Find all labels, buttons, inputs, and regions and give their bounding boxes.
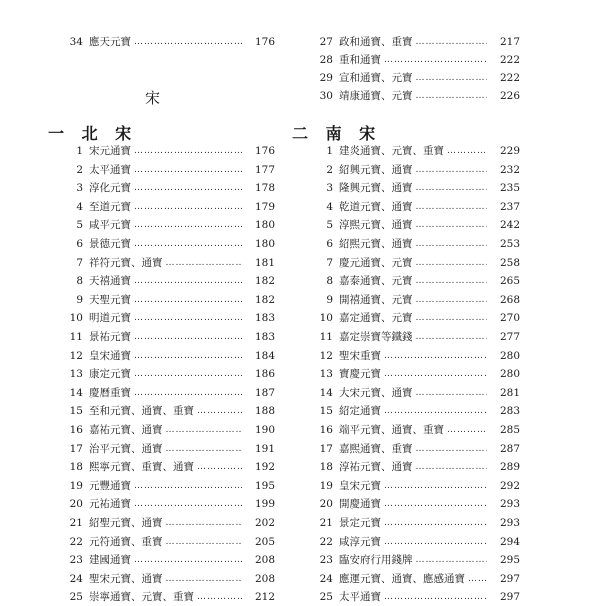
- entry-number: 2: [326, 163, 333, 176]
- entry-number: 10: [319, 312, 333, 325]
- entry-number: 9: [326, 293, 333, 306]
- entry-title: 皇宋通寶: [89, 349, 131, 362]
- entry-title: 應運元寶、通寶、應感通寶: [339, 572, 465, 585]
- toc-entry: [290, 216, 520, 234]
- entry-page: 294: [499, 535, 520, 548]
- entry-page: 187: [254, 386, 275, 399]
- leader-dots: [134, 142, 242, 160]
- leader-dots: [134, 179, 242, 197]
- leader-dots: [416, 161, 488, 179]
- leader-dots: [384, 533, 487, 551]
- entry-page: 202: [254, 517, 275, 529]
- entry-title: 重和通寶: [339, 54, 381, 66]
- toc-entry: [40, 347, 275, 365]
- entry-title: 元符通寶、重寶: [89, 535, 163, 548]
- entry-title: 宣和通寶、元寶: [339, 72, 413, 84]
- leader-dots: [134, 365, 242, 383]
- entry-page: 182: [254, 293, 275, 306]
- toc-entry: [40, 142, 275, 160]
- leader-dots: [384, 347, 487, 365]
- entry-number: 13: [319, 368, 333, 381]
- toc-entry: [40, 33, 275, 51]
- leader-dots: [384, 51, 487, 69]
- entry-title: 隆興元寶、通寶: [339, 182, 413, 195]
- entry-title: 聖宋元寶、通寶: [89, 572, 163, 585]
- entry-page: 182: [254, 275, 275, 288]
- entry-number: 11: [319, 331, 333, 343]
- entry-title: 乾道元寶、通寶: [339, 200, 413, 213]
- entry-title: 寶慶元寶: [339, 368, 381, 381]
- entry-title: 宋元通寶: [89, 145, 131, 157]
- entry-number: 3: [76, 182, 83, 195]
- leader-dots: [416, 458, 488, 476]
- leader-dots: [416, 235, 488, 253]
- toc-entry: [40, 551, 275, 569]
- entry-page: 205: [254, 535, 275, 548]
- entry-title: 崇寧通寶、元寶、重寶: [89, 591, 194, 604]
- entry-title: 端平元寶、通寶、重寶: [339, 424, 444, 436]
- leader-dots: [384, 495, 487, 513]
- entry-page: 184: [254, 349, 275, 362]
- leader-dots: [416, 69, 488, 87]
- leader-dots: [416, 309, 488, 327]
- toc-entry: [290, 142, 520, 160]
- leader-dots: [134, 309, 242, 327]
- entry-number: 18: [69, 461, 83, 474]
- entry-page: 177: [254, 163, 275, 176]
- entry-title: 嘉祐元寶、通寶: [89, 424, 163, 436]
- entry-number: 14: [319, 386, 333, 399]
- entry-title: 至道元寶: [89, 200, 131, 213]
- leader-dots: [416, 87, 488, 105]
- entry-page: 176: [254, 145, 275, 157]
- toc-entry: [40, 495, 275, 513]
- entry-title: 建國通寶: [89, 554, 131, 567]
- leader-dots: [166, 421, 243, 439]
- entry-number: 24: [319, 572, 333, 585]
- entry-number: 20: [69, 498, 83, 511]
- entry-page: 283: [499, 405, 520, 418]
- leader-dots: [416, 291, 488, 309]
- entry-title: 治平元寶、通寶: [89, 442, 163, 455]
- leader-dots: [416, 216, 488, 234]
- leader-dots: [166, 570, 243, 588]
- entry-page: 212: [254, 591, 275, 604]
- toc-entry: [290, 421, 520, 439]
- leader-dots: [416, 272, 488, 290]
- entry-page: 226: [499, 90, 520, 102]
- leader-dots: [166, 514, 243, 532]
- entry-page: 295: [499, 554, 520, 567]
- entry-page: 180: [254, 219, 275, 232]
- entry-title: 嘉泰通寶、元寶: [339, 275, 413, 288]
- toc-entry: [290, 179, 520, 197]
- section-title: 宋: [145, 89, 163, 107]
- entry-page: 190: [254, 424, 275, 436]
- entry-title: 開慶通寶: [339, 498, 381, 511]
- entry-number: 7: [76, 256, 83, 269]
- entry-title: 太平通寶: [89, 163, 131, 176]
- toc-entry: [40, 198, 275, 216]
- leader-dots: [134, 551, 242, 569]
- toc-entry: [40, 384, 275, 402]
- leader-dots: [166, 533, 243, 551]
- entry-number: 25: [69, 591, 83, 604]
- entry-number: 16: [319, 424, 333, 436]
- entry-title: 大宋元寶、通寶: [339, 386, 413, 399]
- entry-page: 191: [254, 442, 275, 455]
- toc-entry: [40, 328, 275, 346]
- entry-page: 208: [254, 554, 275, 567]
- leader-dots: [134, 33, 242, 51]
- leader-dots: [134, 477, 242, 495]
- leader-dots: [416, 551, 488, 569]
- entry-page: 297: [499, 572, 520, 585]
- entry-title: 康定元寶: [89, 368, 131, 381]
- toc-entry: [290, 588, 520, 606]
- entry-number: 30: [319, 90, 333, 102]
- leader-dots: [384, 588, 487, 606]
- entry-page: 277: [499, 331, 520, 343]
- entry-title: 元祐通寶: [89, 498, 131, 511]
- entry-number: 1: [326, 145, 333, 157]
- leader-dots: [134, 272, 242, 290]
- entry-title: 嘉熙通寶、重寶: [339, 442, 413, 455]
- entry-number: 8: [326, 275, 333, 288]
- entry-title: 太平通寶: [339, 591, 381, 604]
- entry-title: 政和通寶、重寶: [339, 36, 413, 48]
- entry-page: 265: [499, 275, 520, 288]
- toc-entry: [40, 179, 275, 197]
- entry-page: 293: [499, 517, 520, 529]
- leader-dots: [134, 384, 242, 402]
- entry-number: 19: [319, 479, 333, 492]
- entry-number: 9: [76, 293, 83, 306]
- entry-number: 16: [69, 424, 83, 436]
- entry-page: 292: [499, 479, 520, 492]
- leader-dots: [134, 216, 242, 234]
- entry-title: 淳祐元寶、通寶: [339, 461, 413, 474]
- entry-number: 1: [76, 145, 83, 157]
- entry-page: 253: [499, 238, 520, 250]
- entry-title: 元豐通寶: [89, 479, 131, 492]
- leader-dots: [197, 588, 242, 606]
- toc-entry: [40, 570, 275, 588]
- entry-page: 176: [254, 36, 275, 48]
- toc-entry: [290, 69, 520, 87]
- toc-entry: [40, 421, 275, 439]
- toc-entry: [290, 440, 520, 458]
- toc-entry: [290, 309, 520, 327]
- toc-entry: [40, 309, 275, 327]
- leader-dots: [166, 254, 243, 272]
- entry-title: 景定元寶: [339, 517, 381, 529]
- entry-page: 289: [499, 461, 520, 474]
- toc-entry: [40, 402, 275, 420]
- entry-page: 183: [254, 331, 275, 343]
- toc-entry: [290, 33, 520, 51]
- entry-number: 8: [76, 275, 83, 288]
- entry-page: 192: [254, 461, 275, 474]
- entry-number: 21: [69, 517, 83, 529]
- entry-title: 紹興元寶、通寶: [339, 163, 413, 176]
- north-song-heading: 一 北 宋: [48, 124, 138, 143]
- entry-title: 臨安府行用錢牌: [339, 554, 413, 567]
- toc-entry: [290, 328, 520, 346]
- entry-title: 開禧通寶、元寶: [339, 293, 413, 306]
- entry-title: 熙寧元寶、重寶、通寶: [89, 461, 194, 474]
- toc-entry: [40, 291, 275, 309]
- leader-dots: [416, 440, 488, 458]
- leader-dots: [416, 384, 488, 402]
- entry-page: 285: [499, 424, 520, 436]
- entry-page: 258: [499, 256, 520, 269]
- entry-number: 12: [69, 349, 83, 362]
- leader-dots: [134, 198, 242, 216]
- toc-entry: [40, 458, 275, 476]
- entry-page: 183: [254, 312, 275, 325]
- entry-number: 7: [326, 256, 333, 269]
- leader-dots: [134, 235, 242, 253]
- entry-number: 29: [319, 72, 333, 84]
- leader-dots: [134, 328, 242, 346]
- leader-dots: [134, 291, 242, 309]
- entry-title: 紹聖元寶、通寶: [89, 517, 163, 529]
- entry-title: 慶曆重寶: [89, 386, 131, 399]
- entry-number: 2: [76, 163, 83, 176]
- toc-entry: [40, 514, 275, 532]
- entry-number: 14: [69, 386, 83, 399]
- toc-entry: [290, 384, 520, 402]
- toc-entry: [290, 198, 520, 216]
- toc-entry: [40, 365, 275, 383]
- toc-entry: [290, 514, 520, 532]
- toc-entry: [290, 533, 520, 551]
- entry-number: 6: [326, 238, 333, 250]
- toc-entry: [40, 216, 275, 234]
- leader-dots: [134, 347, 242, 365]
- entry-number: 25: [319, 591, 333, 604]
- entry-title: 至和元寶、通寶、重寶: [89, 405, 194, 418]
- entry-title: 景祐元寶: [89, 331, 131, 343]
- leader-dots: [416, 198, 488, 216]
- entry-number: 13: [69, 368, 83, 381]
- entry-page: 242: [499, 219, 520, 232]
- entry-number: 17: [319, 442, 333, 455]
- entry-number: 28: [319, 54, 333, 66]
- entry-number: 18: [319, 461, 333, 474]
- entry-title: 祥符元寶、通寶: [89, 256, 163, 269]
- toc-entry: [290, 87, 520, 105]
- leader-dots: [447, 142, 487, 160]
- toc-entry: [40, 440, 275, 458]
- entry-number: 27: [319, 36, 333, 48]
- entry-page: 293: [499, 498, 520, 511]
- toc-entry: [290, 365, 520, 383]
- entry-number: 11: [69, 331, 83, 343]
- leader-dots: [197, 458, 242, 476]
- entry-number: 4: [76, 200, 83, 213]
- entry-number: 15: [319, 405, 333, 418]
- entry-number: 22: [69, 535, 83, 548]
- entry-page: 179: [254, 200, 275, 213]
- entry-title: 淳化元寶: [89, 182, 131, 195]
- entry-page: 188: [254, 405, 275, 418]
- entry-page: 287: [499, 442, 520, 455]
- entry-number: 17: [69, 442, 83, 455]
- entry-page: 208: [254, 572, 275, 585]
- toc-entry: [290, 402, 520, 420]
- leader-dots: [197, 402, 242, 420]
- entry-page: 237: [499, 200, 520, 213]
- entry-page: 222: [499, 72, 520, 84]
- entry-title: 靖康通寶、元寶: [339, 90, 413, 102]
- leader-dots: [416, 328, 488, 346]
- entry-number: 22: [319, 535, 333, 548]
- entry-title: 淳熙元寶、通寶: [339, 219, 413, 232]
- entry-number: 34: [69, 36, 83, 48]
- entry-number: 12: [319, 349, 333, 362]
- entry-title: 景德元寶: [89, 238, 131, 250]
- entry-title: 建炎通寶、元寶、重寶: [339, 145, 444, 157]
- toc-entry: [290, 291, 520, 309]
- entry-title: 紹熙元寶、通寶: [339, 238, 413, 250]
- leader-dots: [416, 33, 488, 51]
- entry-title: 明道元寶: [89, 312, 131, 325]
- entry-number: 5: [76, 219, 83, 232]
- entry-page: 281: [499, 386, 520, 399]
- toc-entry: [40, 235, 275, 253]
- entry-number: 24: [69, 572, 83, 585]
- toc-entry: [290, 347, 520, 365]
- entry-number: 23: [69, 554, 83, 567]
- entry-title: 紹定通寶: [339, 405, 381, 418]
- entry-page: 280: [499, 349, 520, 362]
- entry-number: 5: [326, 219, 333, 232]
- leader-dots: [166, 440, 243, 458]
- entry-title: 天聖元寶: [89, 293, 131, 306]
- entry-title: 慶元通寶、元寶: [339, 256, 413, 269]
- entry-title: 嘉定崇寶等鐵錢: [339, 331, 413, 343]
- toc-entry: [290, 235, 520, 253]
- entry-title: 咸平元寶: [89, 219, 131, 232]
- entry-page: 229: [499, 145, 520, 157]
- entry-page: 180: [254, 238, 275, 250]
- entry-page: 199: [254, 498, 275, 511]
- leader-dots: [416, 179, 488, 197]
- entry-title: 嘉定通寶、元寶: [339, 312, 413, 325]
- leader-dots: [447, 421, 487, 439]
- toc-entry: [40, 161, 275, 179]
- entry-number: 20: [319, 498, 333, 511]
- leader-dots: [468, 570, 487, 588]
- entry-page: 181: [254, 256, 275, 269]
- toc-entry: [290, 458, 520, 476]
- toc-entry: [40, 272, 275, 290]
- entry-page: 222: [499, 54, 520, 66]
- toc-entry: [290, 551, 520, 569]
- toc-entry: [40, 588, 275, 606]
- toc-entry: [290, 272, 520, 290]
- toc-entry: [290, 477, 520, 495]
- entry-page: 232: [499, 163, 520, 176]
- toc-entry: [290, 495, 520, 513]
- leader-dots: [384, 477, 487, 495]
- toc-entry: [290, 254, 520, 272]
- toc-entry: [40, 533, 275, 551]
- entry-page: 186: [254, 368, 275, 381]
- entry-page: 217: [499, 36, 520, 48]
- entry-number: 19: [69, 479, 83, 492]
- entry-page: 268: [499, 293, 520, 306]
- toc-entry: [40, 254, 275, 272]
- toc-entry: [290, 570, 520, 588]
- toc-entry: [40, 477, 275, 495]
- entry-number: 23: [319, 554, 333, 567]
- entry-page: 280: [499, 368, 520, 381]
- entry-title: 皇宋元寶: [339, 479, 381, 492]
- entry-page: 195: [254, 479, 275, 492]
- entry-number: 15: [69, 405, 83, 418]
- entry-title: 應天元寶: [89, 36, 131, 48]
- leader-dots: [416, 254, 488, 272]
- entry-number: 6: [76, 238, 83, 250]
- entry-page: 297: [499, 591, 520, 604]
- south-song-heading: 二 南 宋: [292, 124, 382, 143]
- entry-page: 270: [499, 312, 520, 325]
- leader-dots: [384, 365, 487, 383]
- toc-entry: [290, 161, 520, 179]
- leader-dots: [384, 402, 487, 420]
- leader-dots: [134, 495, 242, 513]
- leader-dots: [134, 161, 242, 179]
- toc-entry: [290, 51, 520, 69]
- entry-page: 235: [499, 182, 520, 195]
- entry-number: 10: [69, 312, 83, 325]
- entry-title: 天禧通寶: [89, 275, 131, 288]
- entry-number: 21: [319, 517, 333, 529]
- entry-number: 4: [326, 200, 333, 213]
- entry-title: 咸淳元寶: [339, 535, 381, 548]
- entry-number: 3: [326, 182, 333, 195]
- entry-title: 聖宋重寶: [339, 349, 381, 362]
- leader-dots: [384, 514, 487, 532]
- entry-page: 178: [254, 182, 275, 195]
